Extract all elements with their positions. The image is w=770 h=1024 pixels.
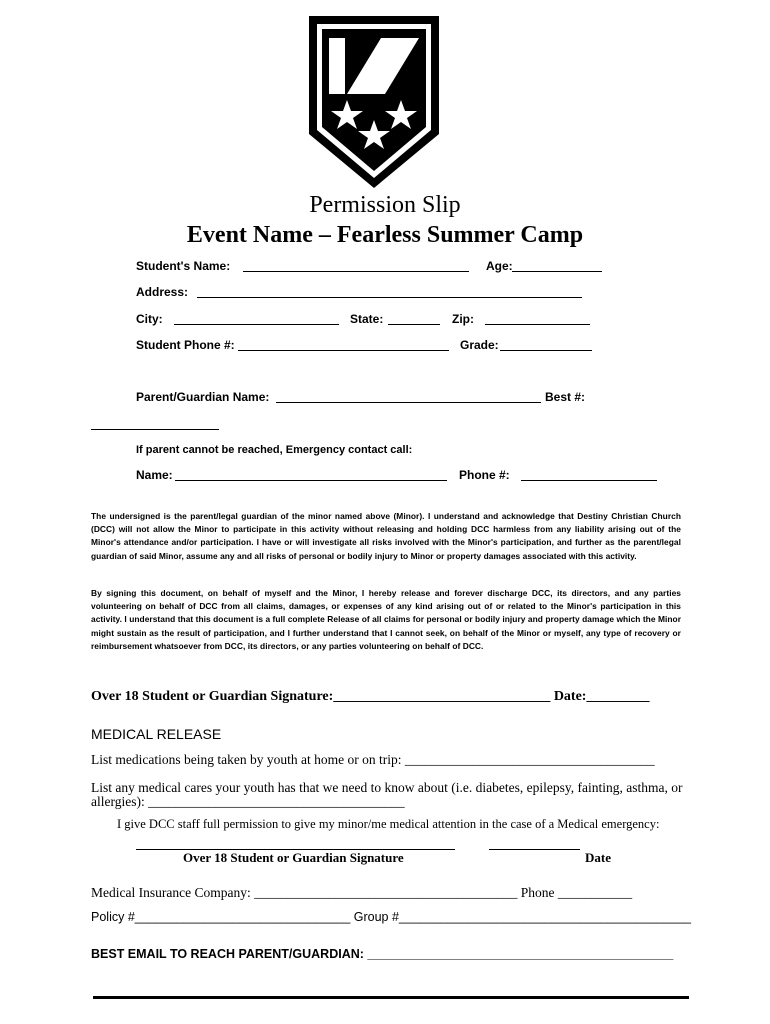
medical-date-label: Date: [585, 850, 611, 865]
signature-row: [91, 689, 649, 705]
parent-name-field[interactable]: [276, 402, 541, 403]
emergency-name-field[interactable]: [175, 480, 447, 481]
student-name-field[interactable]: [243, 271, 469, 272]
state-field[interactable]: [388, 324, 440, 325]
date-label: Date:: [553, 689, 587, 704]
email-line[interactable]: BEST EMAIL TO REACH PARENT/GUARDIAN: ____________________________________________: [91, 947, 674, 961]
medical-signature-label: Over 18 Student or Guardian Signature: [183, 850, 404, 865]
shield-logo: [307, 14, 441, 190]
page-title: Permission Slip: [309, 192, 461, 218]
student-phone-field[interactable]: [238, 350, 449, 351]
release-paragraph-1: The undersigned is the parent/legal guardian of the minor named above (Minor). I understand and acknowledge that Destiny Christian Church (DCC) will not allow the Minor to participate in this activity without releasing and holding DCC harmless from any liability arising out of the Minor's attendance and/or participation. I have or will investigate all risks involved with the Minor's participation, and further as the parent/legal guardian of said Minor, assume any and all risks of personal or bodily injury to Minor or property damages associated with this activity.: [91, 511, 681, 561]
age-label: Age:: [486, 259, 513, 273]
zip-label: Zip:: [452, 312, 474, 326]
best-number-field[interactable]: [91, 429, 219, 430]
bottom-divider: [93, 996, 689, 999]
signature-label: Over 18 Student or Guardian Signature:: [91, 689, 334, 704]
city-field[interactable]: [174, 324, 339, 325]
emergency-name-label: Name:: [136, 468, 173, 482]
release-paragraph-2: By signing this document, on behalf of myself and the Minor, I hereby release and forever discharge DCC, its directors, and any parties volunteering on behalf of DCC from all claims, damages, or expenses of any kind arising out of or related to the Minor's participation in this activity. I understand that this document is a full complete Release of all claims for personal or bodily injury and property damage which the Minor might sustain as the result of participation, and I further understand that I cannot seek, on behalf of the Minor or myself, any type of recovery or reimbursement whatsoever from DCC, its directors, or any parties volunteering on behalf of DCC.: [91, 588, 681, 651]
signature-field[interactable]: _______________________________: [333, 689, 551, 704]
emergency-phone-label: Phone #:: [459, 468, 510, 482]
grade-label: Grade:: [460, 338, 499, 352]
insurance-line[interactable]: Medical Insurance Company: _______________________________________ Phone ___________: [91, 885, 633, 900]
medications-line[interactable]: List medications being taken by youth at home or on trip: _____________________________________: [91, 752, 655, 767]
medical-cares-line[interactable]: List any medical cares your youth has that we need to know about (i.e. diabetes, epilepsy, fainting, asthma, or allergies): ______________________________________: [91, 780, 683, 809]
best-number-label: Best #:: [545, 390, 586, 404]
age-field[interactable]: [512, 271, 602, 272]
state-label: State:: [350, 312, 384, 326]
parent-name-label: Parent/Guardian Name:: [136, 390, 270, 404]
address-field[interactable]: [197, 297, 582, 298]
permission-statement: I give DCC staff full permission to give my minor/me medical attention in the case of a Medical emergency:: [117, 817, 660, 831]
city-label: City:: [136, 312, 163, 326]
medical-date-field[interactable]: [489, 849, 580, 850]
emergency-phone-field[interactable]: [521, 480, 657, 481]
zip-field[interactable]: [485, 324, 590, 325]
student-phone-label: Student Phone #:: [136, 338, 235, 352]
policy-line[interactable]: Policy #_______________________________ Group #__________________________________________: [91, 910, 691, 924]
address-label: Address:: [136, 285, 189, 299]
date-field[interactable]: _________: [586, 689, 650, 704]
grade-field[interactable]: [500, 350, 592, 351]
event-name: Event Name – Fearless Summer Camp: [186, 222, 584, 248]
medical-release-heading: MEDICAL RELEASE: [91, 726, 222, 742]
student-name-label: Student's Name:: [136, 259, 231, 273]
emergency-intro: If parent cannot be reached, Emergency contact call:: [136, 444, 413, 456]
